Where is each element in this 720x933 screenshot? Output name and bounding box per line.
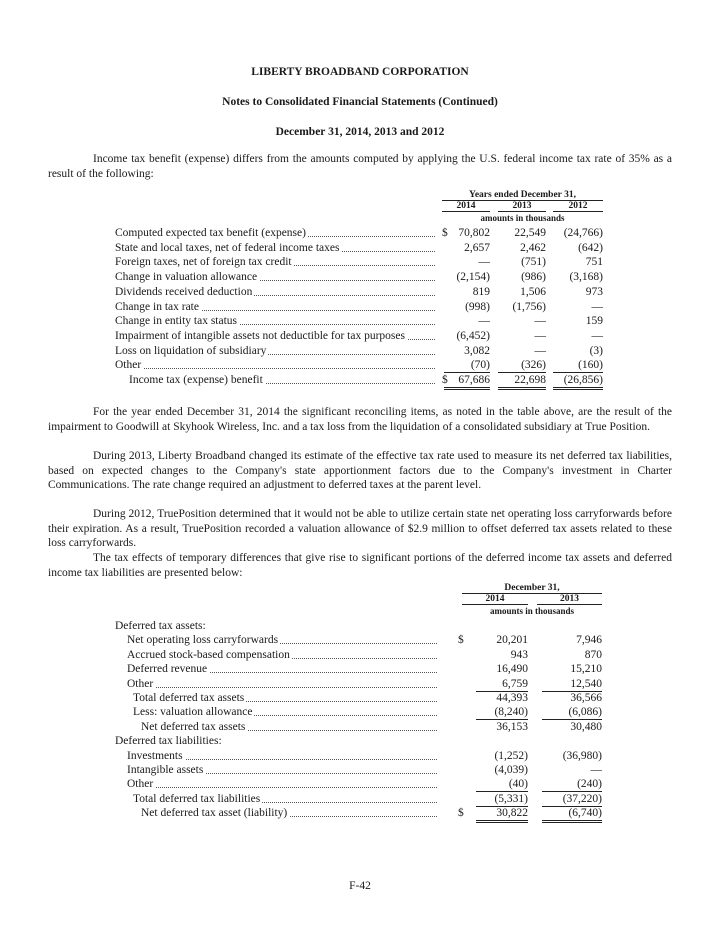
paragraph-2014-items: For the year ended December 31, 2014 the significant reconciling items, as noted in the table above, are the result of the impairment to Goodwill at Skyhook Wireless, Inc. and a tax loss from the liquidation of a consolidated subsidiary at True Position. xyxy=(48,406,672,433)
table-row xyxy=(0,807,720,820)
row-label-text: Accrued stock-based compensation xyxy=(127,648,290,661)
row-label xyxy=(115,301,435,314)
cell-value: — xyxy=(534,315,546,328)
table-row xyxy=(0,242,720,255)
row-label-text: Dividends received deduction xyxy=(115,285,253,298)
cell-value: 22,698 xyxy=(498,374,546,390)
row-label xyxy=(133,692,437,705)
cell-value: 3,082 xyxy=(464,344,490,357)
cell-value: 67,686 xyxy=(444,374,490,390)
table-row xyxy=(0,359,720,372)
dot-leader xyxy=(115,368,435,369)
table1-group-header: Years ended December 31, xyxy=(442,190,603,201)
table2-units: amounts in thousands xyxy=(489,606,575,616)
cell-value: 20,201 xyxy=(496,634,528,647)
row-label-text: Change in entity tax status xyxy=(115,315,238,328)
intro-paragraph: Income tax benefit (expense) differs from the amounts computed by applying the U.S. federal income tax rate of 35% as a result of the following: xyxy=(48,153,672,180)
cell-value: (40) xyxy=(476,778,528,792)
cell-value: 943 xyxy=(510,648,528,661)
paragraph-2012-trueposition: During 2012, TruePosition determined that it would not be able to utilize certain state net operating loss carryforwards before their expiration. As a result, TruePosition recorded a valuation allowance of $2.9 million to offset deferred tax assets related to these loss carryforwards. xyxy=(48,508,672,549)
row-label xyxy=(115,256,435,269)
currency-symbol: $ xyxy=(442,374,448,386)
row-label-text: Computed expected tax benefit (expense) xyxy=(115,227,306,239)
row-label xyxy=(127,764,437,777)
table-row xyxy=(0,256,720,269)
cell-value: (2,154) xyxy=(456,271,490,284)
row-label xyxy=(115,359,435,372)
table2-group-header: December 31, xyxy=(462,583,602,594)
cell-value: (8,240) xyxy=(476,706,528,720)
row-label xyxy=(115,286,435,299)
cell-value: (3) xyxy=(589,344,603,357)
row-label xyxy=(127,634,437,647)
cell-value: (3,168) xyxy=(569,271,603,284)
table1-col-2014: 2014 xyxy=(442,201,490,212)
cell-value: (1,756) xyxy=(512,300,546,313)
row-label-text: Loss on liquidation of subsidiary xyxy=(115,344,267,357)
table1-col-2013: 2013 xyxy=(498,201,546,212)
table-row xyxy=(0,286,720,299)
cell-value: — xyxy=(534,344,546,357)
row-label xyxy=(115,330,435,343)
table-row xyxy=(0,315,720,328)
paragraph-temporary-differences: The tax effects of temporary differences that give rise to significant portions of the deferred income tax assets and deferred income tax liabilities are presented below: xyxy=(48,552,672,579)
cell-value: — xyxy=(590,764,602,776)
cell-value: (986) xyxy=(521,271,546,284)
row-label-text: Net deferred tax asset (liability) xyxy=(141,807,288,820)
cell-value: 870 xyxy=(584,648,602,661)
row-label-text: Other xyxy=(115,359,142,372)
row-label-text: Change in tax rate xyxy=(115,300,199,313)
cell-value: (37,220) xyxy=(542,793,602,807)
cell-value: 1,506 xyxy=(520,285,546,298)
row-label-text: Other xyxy=(127,677,154,690)
cell-value: (6,086) xyxy=(542,706,602,720)
cell-value: 36,153 xyxy=(496,720,528,733)
table-row xyxy=(0,678,720,691)
cell-value: (326) xyxy=(498,359,546,373)
row-label xyxy=(127,649,437,662)
cell-value: — xyxy=(478,315,490,328)
row-label xyxy=(141,721,437,734)
table-row xyxy=(0,649,720,662)
table-row xyxy=(0,345,720,358)
row-label-text: State and local taxes, net of federal income taxes xyxy=(115,241,340,254)
row-label-text: Net operating loss carryforwards xyxy=(127,634,279,647)
table-row xyxy=(0,750,720,763)
cell-value: — xyxy=(478,256,490,269)
table-row xyxy=(0,374,720,387)
cell-value: 22,549 xyxy=(514,227,546,239)
currency-symbol: $ xyxy=(442,227,448,239)
table2-col-2013: 2013 xyxy=(537,594,602,605)
cell-value: (6,740) xyxy=(542,807,602,823)
row-label xyxy=(133,793,437,806)
table-row xyxy=(0,778,720,791)
cell-value: 15,210 xyxy=(570,663,602,676)
row-label xyxy=(133,706,437,719)
row-label-text: Deferred tax assets: xyxy=(115,620,206,632)
table1-units: amounts in thousands xyxy=(480,213,565,223)
row-label-text: Change in valuation allowance xyxy=(115,271,258,284)
cell-value: (4,039) xyxy=(494,764,528,776)
table1-col-2012: 2012 xyxy=(553,201,603,212)
cell-value: 819 xyxy=(472,285,490,298)
currency-symbol: $ xyxy=(458,634,464,647)
table-row xyxy=(0,721,720,734)
dot-leader xyxy=(127,687,437,688)
notes-heading: Notes to Consolidated Financial Statements (Continued) xyxy=(222,96,498,108)
row-label-text: Less: valuation allowance xyxy=(133,706,253,719)
table2-col-2014: 2014 xyxy=(462,594,528,605)
cell-value: 973 xyxy=(585,285,603,298)
row-label-text: Investments xyxy=(127,749,183,762)
cell-value: 2,657 xyxy=(464,241,490,254)
cell-value: (36,980) xyxy=(562,749,602,762)
row-label-text: Foreign taxes, net of foreign tax credit xyxy=(115,256,292,269)
row-label-text: Deferred tax liabilities: xyxy=(115,735,222,748)
cell-value: (160) xyxy=(553,359,603,373)
row-label xyxy=(115,315,435,328)
period-heading: December 31, 2014, 2013 and 2012 xyxy=(275,126,445,138)
paragraph-2013-rate-change: During 2013, Liberty Broadband changed its estimate of the effective tax rate used to measure its net deferred tax liabilities, based on expected changes to the Company's state apportionment factors due to the Company's investment in Charter Communications. The rate change required an adjustment to deferred taxes at the parent level. xyxy=(48,450,672,491)
row-label xyxy=(141,807,437,820)
row-label xyxy=(115,271,435,284)
cell-value: (5,331) xyxy=(476,793,528,807)
row-label xyxy=(115,735,437,748)
cell-value: 30,480 xyxy=(570,720,602,733)
cell-value: 44,393 xyxy=(496,692,528,704)
row-label xyxy=(115,227,435,240)
row-label xyxy=(127,778,437,791)
table-row xyxy=(0,764,720,777)
row-label xyxy=(115,242,435,255)
row-label xyxy=(129,374,435,387)
row-label-text: Net deferred tax assets xyxy=(141,720,246,733)
table-row xyxy=(0,692,720,705)
table-row xyxy=(0,634,720,647)
table-row xyxy=(0,793,720,806)
table-row xyxy=(0,663,720,676)
cell-value: 6,759 xyxy=(476,678,528,692)
cell-value: 12,540 xyxy=(542,678,602,692)
cell-value: (26,856) xyxy=(553,374,603,390)
row-label-text: Intangible assets xyxy=(127,764,204,776)
cell-value: (751) xyxy=(521,256,546,269)
row-label-text: Total deferred tax liabilities xyxy=(133,792,261,805)
cell-value: — xyxy=(591,300,603,313)
currency-symbol: $ xyxy=(458,807,464,820)
row-label-text: Deferred revenue xyxy=(127,663,208,676)
cell-value: 30,822 xyxy=(476,807,528,823)
table-row xyxy=(0,227,720,240)
cell-value: — xyxy=(591,329,603,342)
row-label xyxy=(127,678,437,691)
cell-value: (6,452) xyxy=(456,329,490,342)
company-name: LIBERTY BROADBAND CORPORATION xyxy=(251,66,469,78)
dot-leader xyxy=(127,787,437,788)
table-row xyxy=(0,620,720,633)
cell-value: (70) xyxy=(444,359,490,373)
table-row xyxy=(0,330,720,343)
cell-value: 7,946 xyxy=(576,634,602,647)
cell-value: — xyxy=(534,329,546,342)
cell-value: (642) xyxy=(578,241,603,254)
table-row xyxy=(0,271,720,284)
page-number: F-42 xyxy=(349,880,371,892)
cell-value: (24,766) xyxy=(563,227,603,239)
row-label xyxy=(127,663,437,676)
cell-value: 159 xyxy=(585,315,603,328)
cell-value: 36,566 xyxy=(570,692,602,704)
row-label xyxy=(127,750,437,763)
table-row xyxy=(0,301,720,314)
cell-value: (998) xyxy=(465,300,490,313)
table-row xyxy=(0,735,720,748)
cell-value: 751 xyxy=(585,256,603,269)
cell-value: (1,252) xyxy=(494,749,528,762)
row-label-text: Other xyxy=(127,778,154,791)
row-label xyxy=(115,345,435,358)
row-label-text: Impairment of intangible assets not deductible for tax purposes xyxy=(115,329,405,342)
row-label-text: Income tax (expense) benefit xyxy=(129,374,263,386)
cell-value: (240) xyxy=(542,778,602,792)
cell-value: 70,802 xyxy=(458,227,490,239)
cell-value: 16,490 xyxy=(496,663,528,676)
row-label xyxy=(115,620,437,633)
cell-value: 2,462 xyxy=(520,241,546,254)
row-label-text: Total deferred tax assets xyxy=(133,692,245,704)
table-row xyxy=(0,706,720,719)
